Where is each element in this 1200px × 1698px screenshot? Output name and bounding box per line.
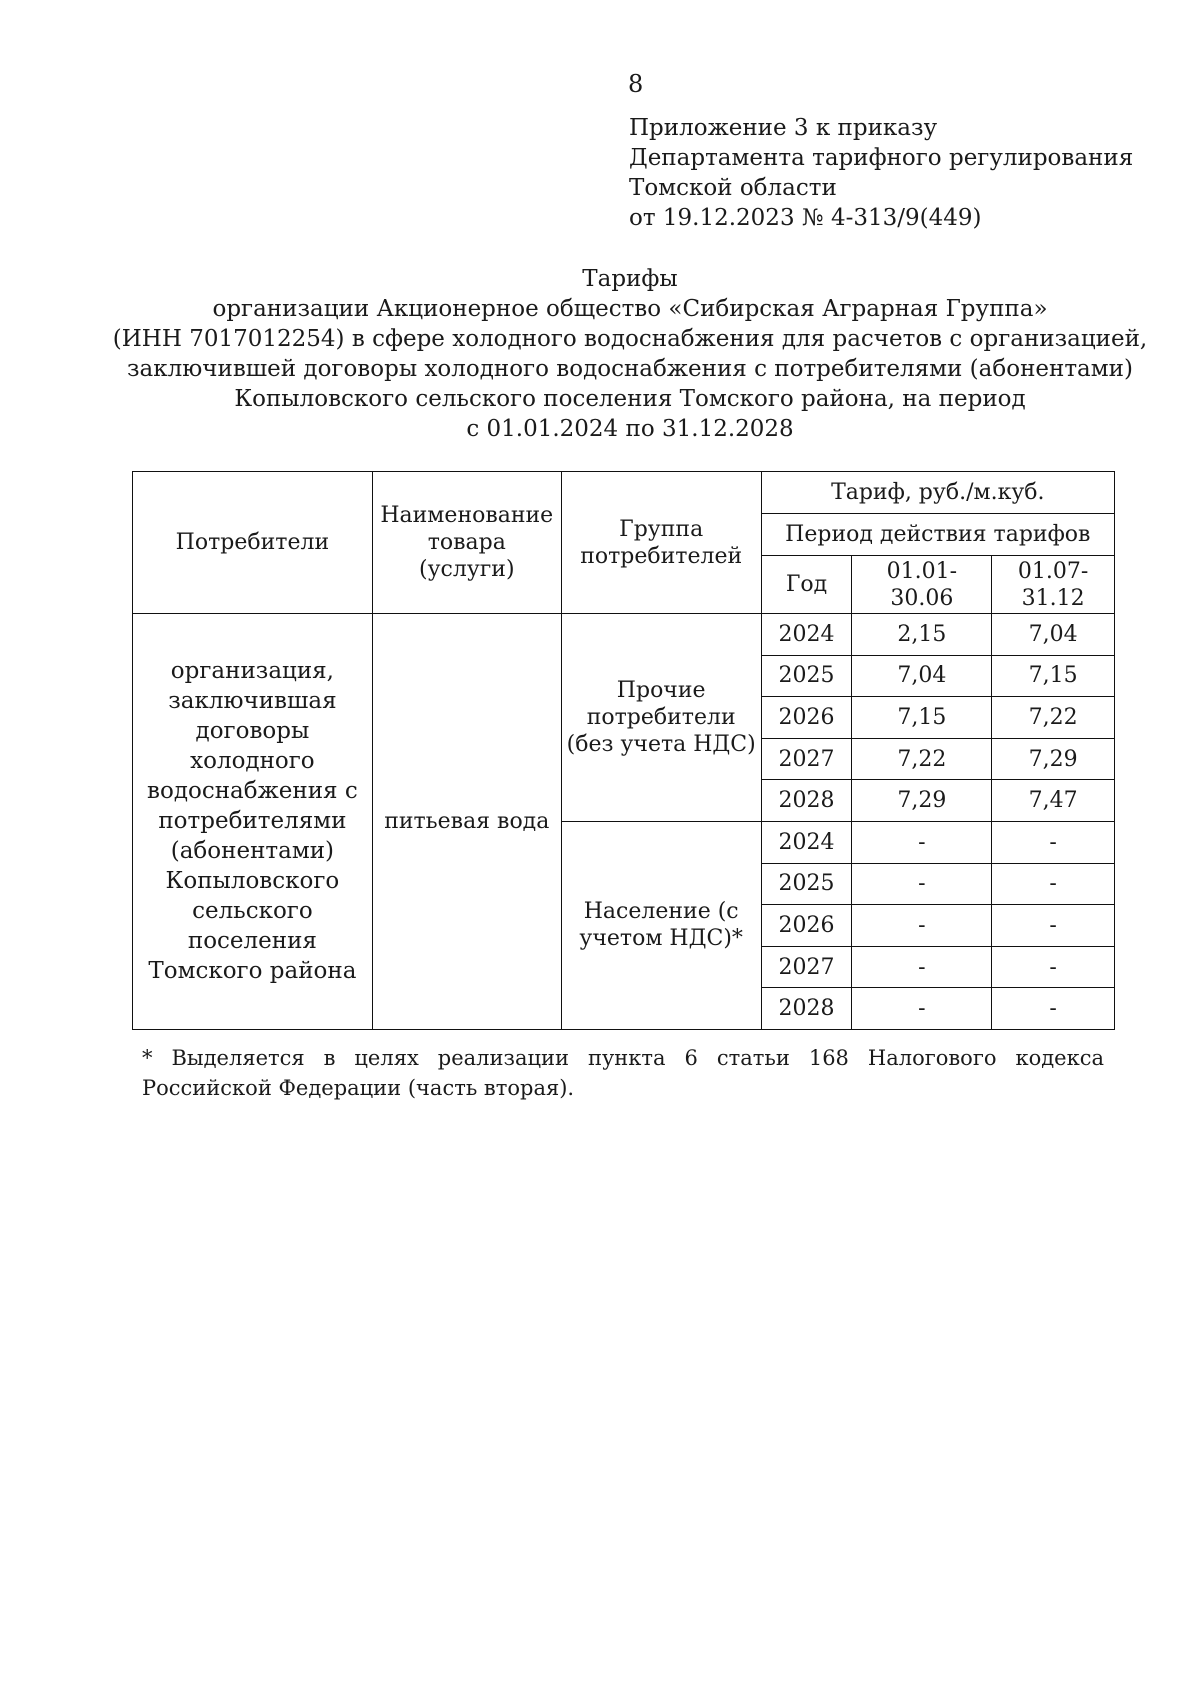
footnote: * Выделяется в целях реализации пункта 6 статьи 168 Налогового кодекса Российской Федерации (часть вторая). <box>142 1046 1104 1100</box>
appendix-line: Приложение 3 к приказу <box>629 115 938 141</box>
title-line: заключившей договоры холодного водоснабжения с потребителями (абонентами) <box>127 356 1133 382</box>
tariff-h2-cell: 7,47 <box>992 780 1115 822</box>
document-title <box>60 264 1200 444</box>
tariff-h1-cell: 2,15 <box>852 614 992 656</box>
group-cell: Прочие потребители (без учета НДС) <box>561 614 761 822</box>
header-period: Период действия тарифов <box>761 514 1114 556</box>
year-cell: 2025 <box>761 863 852 905</box>
tariff-h1-cell: - <box>852 821 992 863</box>
year-cell: 2024 <box>761 821 852 863</box>
tariff-h1-cell: - <box>852 905 992 947</box>
title-line: Тарифы <box>582 266 678 292</box>
tariff-table <box>132 471 1115 1030</box>
table-row <box>133 614 1115 656</box>
header-consumers: Потребители <box>133 472 373 614</box>
header-group: Группа потребителей <box>561 472 761 614</box>
tariff-h1-cell: - <box>852 863 992 905</box>
appendix-line: Томской области <box>629 175 837 201</box>
header-tariff: Тариф, руб./м.куб. <box>761 472 1114 514</box>
header-period-h1: 01.01-30.06 <box>852 556 992 614</box>
product-cell: питьевая вода <box>372 614 561 1030</box>
year-cell: 2028 <box>761 780 852 822</box>
year-cell: 2026 <box>761 905 852 947</box>
year-cell: 2027 <box>761 946 852 988</box>
year-cell: 2025 <box>761 655 852 697</box>
tariff-h2-cell: - <box>992 821 1115 863</box>
tariff-h2-cell: 7,04 <box>992 614 1115 656</box>
appendix-line: Департамента тарифного регулирования <box>629 145 1134 171</box>
group-cell: Население (с учетом НДС)* <box>561 821 761 1029</box>
page-number: 8 <box>628 70 644 98</box>
year-cell: 2024 <box>761 614 852 656</box>
year-cell: 2028 <box>761 988 852 1030</box>
tariff-h2-cell: - <box>992 863 1115 905</box>
header-product: Наименование товара (услуги) <box>372 472 561 614</box>
tariff-h1-cell: - <box>852 988 992 1030</box>
appendix-line: от 19.12.2023 № 4-313/9(449) <box>629 205 982 231</box>
tariff-h1-cell: 7,22 <box>852 738 992 780</box>
tariff-h2-cell: 7,29 <box>992 738 1115 780</box>
tariff-h2-cell: - <box>992 946 1115 988</box>
header-year: Год <box>761 556 852 614</box>
appendix-reference <box>629 113 1133 233</box>
year-cell: 2026 <box>761 697 852 739</box>
tariff-h2-cell: 7,22 <box>992 697 1115 739</box>
tariff-h1-cell: - <box>852 946 992 988</box>
tariff-h1-cell: 7,29 <box>852 780 992 822</box>
tariff-h2-cell: - <box>992 988 1115 1030</box>
tariff-h1-cell: 7,15 <box>852 697 992 739</box>
header-period-h2: 01.07-31.12 <box>992 556 1115 614</box>
tariff-h2-cell: - <box>992 905 1115 947</box>
tariff-h1-cell: 7,04 <box>852 655 992 697</box>
consumer-cell: организация, заключившая договоры холодного водоснабжения с потребителями (абонентами) Копыловского сельского поселения Томского района <box>133 614 373 1030</box>
title-line: Копыловского сельского поселения Томского района, на период <box>234 386 1026 412</box>
title-line: с 01.01.2024 по 31.12.2028 <box>466 416 794 442</box>
tariff-h2-cell: 7,15 <box>992 655 1115 697</box>
title-line: (ИНН 7017012254) в сфере холодного водоснабжения для расчетов с организацией, <box>112 326 1148 352</box>
year-cell: 2027 <box>761 738 852 780</box>
title-line: организации Акционерное общество «Сибирская Аграрная Группа» <box>212 296 1048 322</box>
